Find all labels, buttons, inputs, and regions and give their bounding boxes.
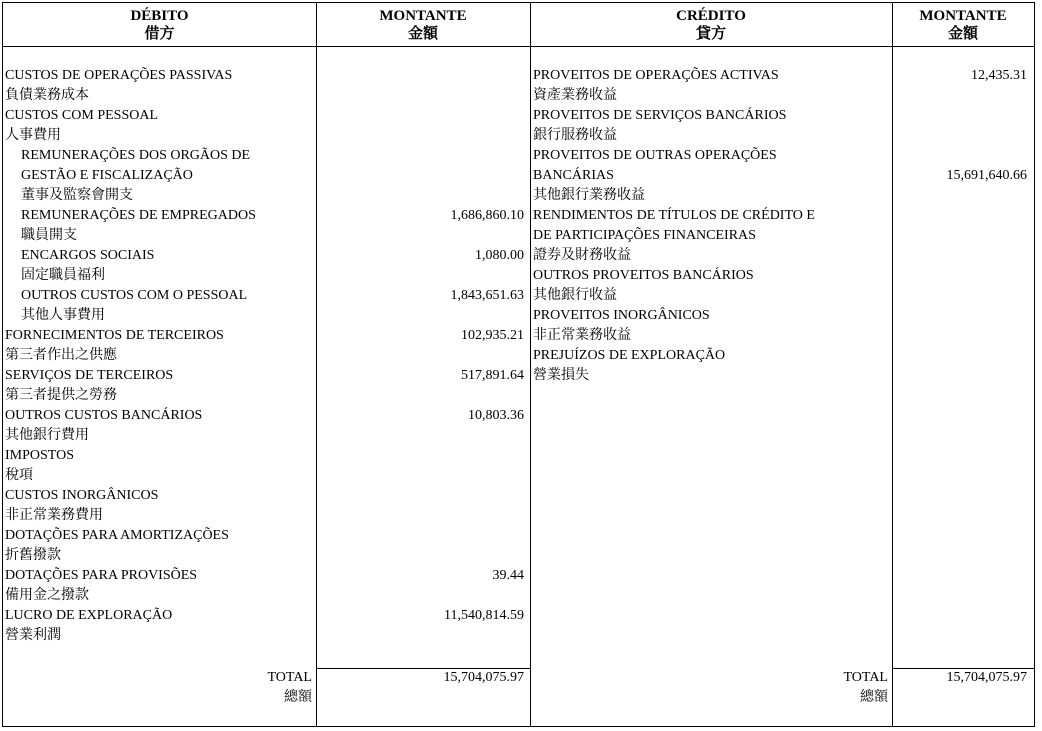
credit-total-label: TOTAL xyxy=(843,670,888,685)
header-credit xyxy=(530,7,892,43)
debit-item-label: 備用金之撥款 xyxy=(5,588,89,603)
debit-item-label: 其他人事費用 xyxy=(21,308,105,323)
credit-item-label: PROVEITOS DE OPERAÇÕES ACTIVAS xyxy=(533,68,779,83)
debit-item-label: ENCARGOS SOCIAIS xyxy=(21,248,155,263)
credit-item-label: PROVEITOS INORGÂNICOS xyxy=(533,308,710,323)
credit-item-label: 營業損失 xyxy=(533,368,589,383)
header-amount-pt: MONTANTE xyxy=(379,8,467,24)
debit-item-label: CUSTOS INORGÂNICOS xyxy=(5,488,159,503)
credit-item-label: 證券及財務收益 xyxy=(533,248,631,263)
header-divider xyxy=(3,46,1034,47)
credit-item-amount: 12,435.31 xyxy=(971,68,1027,83)
header-credit-zh: 貸方 xyxy=(695,26,726,42)
header-amount-zh: 金額 xyxy=(407,26,438,42)
debit-item-label: CUSTOS DE OPERAÇÕES PASSIVAS xyxy=(5,68,233,83)
header-credit-amount xyxy=(892,7,1034,43)
debit-item-label: 稅項 xyxy=(5,468,33,483)
debit-item-amount: 1,686,860.10 xyxy=(450,208,524,223)
credit-item-label: DE PARTICIPAÇÕES FINANCEIRAS xyxy=(533,228,756,243)
header-debit xyxy=(3,7,316,43)
debit-item-amount: 39.44 xyxy=(492,568,524,583)
header-debit-zh: 借方 xyxy=(144,26,175,42)
credit-total-amount: 15,704,075.97 xyxy=(946,670,1027,685)
credit-item-label: RENDIMENTOS DE TÍTULOS DE CRÉDITO E xyxy=(533,208,815,223)
debit-item-label: REMUNERAÇÕES DE EMPREGADOS xyxy=(21,208,256,223)
debit-item-label: LUCRO DE EXPLORAÇÃO xyxy=(5,608,173,623)
column-divider xyxy=(530,3,531,726)
credit-item-label: 其他銀行業務收益 xyxy=(533,188,645,203)
debit-item-label: OUTROS CUSTOS BANCÁRIOS xyxy=(5,408,203,423)
debit-item-label: DOTAÇÕES PARA AMORTIZAÇÕES xyxy=(5,528,229,543)
debit-item-label: 人事費用 xyxy=(5,128,61,143)
header-credit-pt: CRÉDITO xyxy=(676,8,746,24)
debit-item-label: 董事及監察會開支 xyxy=(21,188,133,203)
credit-item-amount: 15,691,640.66 xyxy=(946,168,1027,183)
credit-item-label: OUTROS PROVEITOS BANCÁRIOS xyxy=(533,268,754,283)
debit-item-label: CUSTOS COM PESSOAL xyxy=(5,108,159,123)
debit-item-label: REMUNERAÇÕES DOS ORGÃOS DE xyxy=(21,148,251,163)
credit-item-label: 銀行服務收益 xyxy=(533,128,617,143)
debit-total-label-zh: 總額 xyxy=(284,690,312,705)
debit-item-amount: 1,843,651.63 xyxy=(450,288,524,303)
debit-item-amount: 10,803.36 xyxy=(468,408,524,423)
credit-item-label: 其他銀行收益 xyxy=(533,288,617,303)
debit-item-label: FORNECIMENTOS DE TERCEIROS xyxy=(5,328,224,343)
credit-item-label: 非正常業務收益 xyxy=(533,328,631,343)
debit-item-label: DOTAÇÕES PARA PROVISÕES xyxy=(5,568,198,583)
debit-item-label: 非正常業務費用 xyxy=(5,508,103,523)
debit-total-amount: 15,704,075.97 xyxy=(443,670,524,685)
credit-item-label: PREJUÍZOS DE EXPLORAÇÃO xyxy=(533,348,726,363)
debit-item-label: 其他銀行費用 xyxy=(5,428,89,443)
credit-item-label: 資產業務收益 xyxy=(533,88,617,103)
header-debit-amount xyxy=(316,7,530,43)
header-debit-pt: DÉBITO xyxy=(130,8,189,24)
debit-item-label: 職員開支 xyxy=(21,228,77,243)
debit-item-label: OUTROS CUSTOS COM O PESSOAL xyxy=(21,288,248,303)
debit-item-amount: 517,891.64 xyxy=(461,368,524,383)
debit-item-label: 固定職員福利 xyxy=(21,268,105,283)
debit-item-label: 營業利潤 xyxy=(5,628,61,643)
credit-total-label-zh: 總額 xyxy=(860,690,888,705)
debit-item-label: IMPOSTOS xyxy=(5,448,74,463)
header-amount2-zh: 金額 xyxy=(947,26,978,42)
debit-item-label: 負債業務成本 xyxy=(5,88,89,103)
debit-item-amount: 1,080.00 xyxy=(475,248,524,263)
debit-item-label: SERVIÇOS DE TERCEIROS xyxy=(5,368,174,383)
income-statement-table xyxy=(2,2,1035,727)
debit-item-label: 第三者提供之勞務 xyxy=(5,388,117,403)
header-amount2-pt: MONTANTE xyxy=(919,8,1007,24)
credit-item-label: PROVEITOS DE SERVIÇOS BANCÁRIOS xyxy=(533,108,787,123)
debit-item-label: GESTÃO E FISCALIZAÇÃO xyxy=(21,168,193,183)
debit-item-label: 第三者作出之供應 xyxy=(5,348,117,363)
credit-item-label: BANCÁRIAS xyxy=(533,168,614,183)
debit-item-label: 折舊撥款 xyxy=(5,548,61,563)
debit-total-label: TOTAL xyxy=(267,670,312,685)
credit-item-label: PROVEITOS DE OUTRAS OPERAÇÕES xyxy=(533,148,777,163)
debit-item-amount: 102,935.21 xyxy=(461,328,524,343)
debit-item-amount: 11,540,814.59 xyxy=(444,608,524,623)
column-divider xyxy=(892,3,893,726)
